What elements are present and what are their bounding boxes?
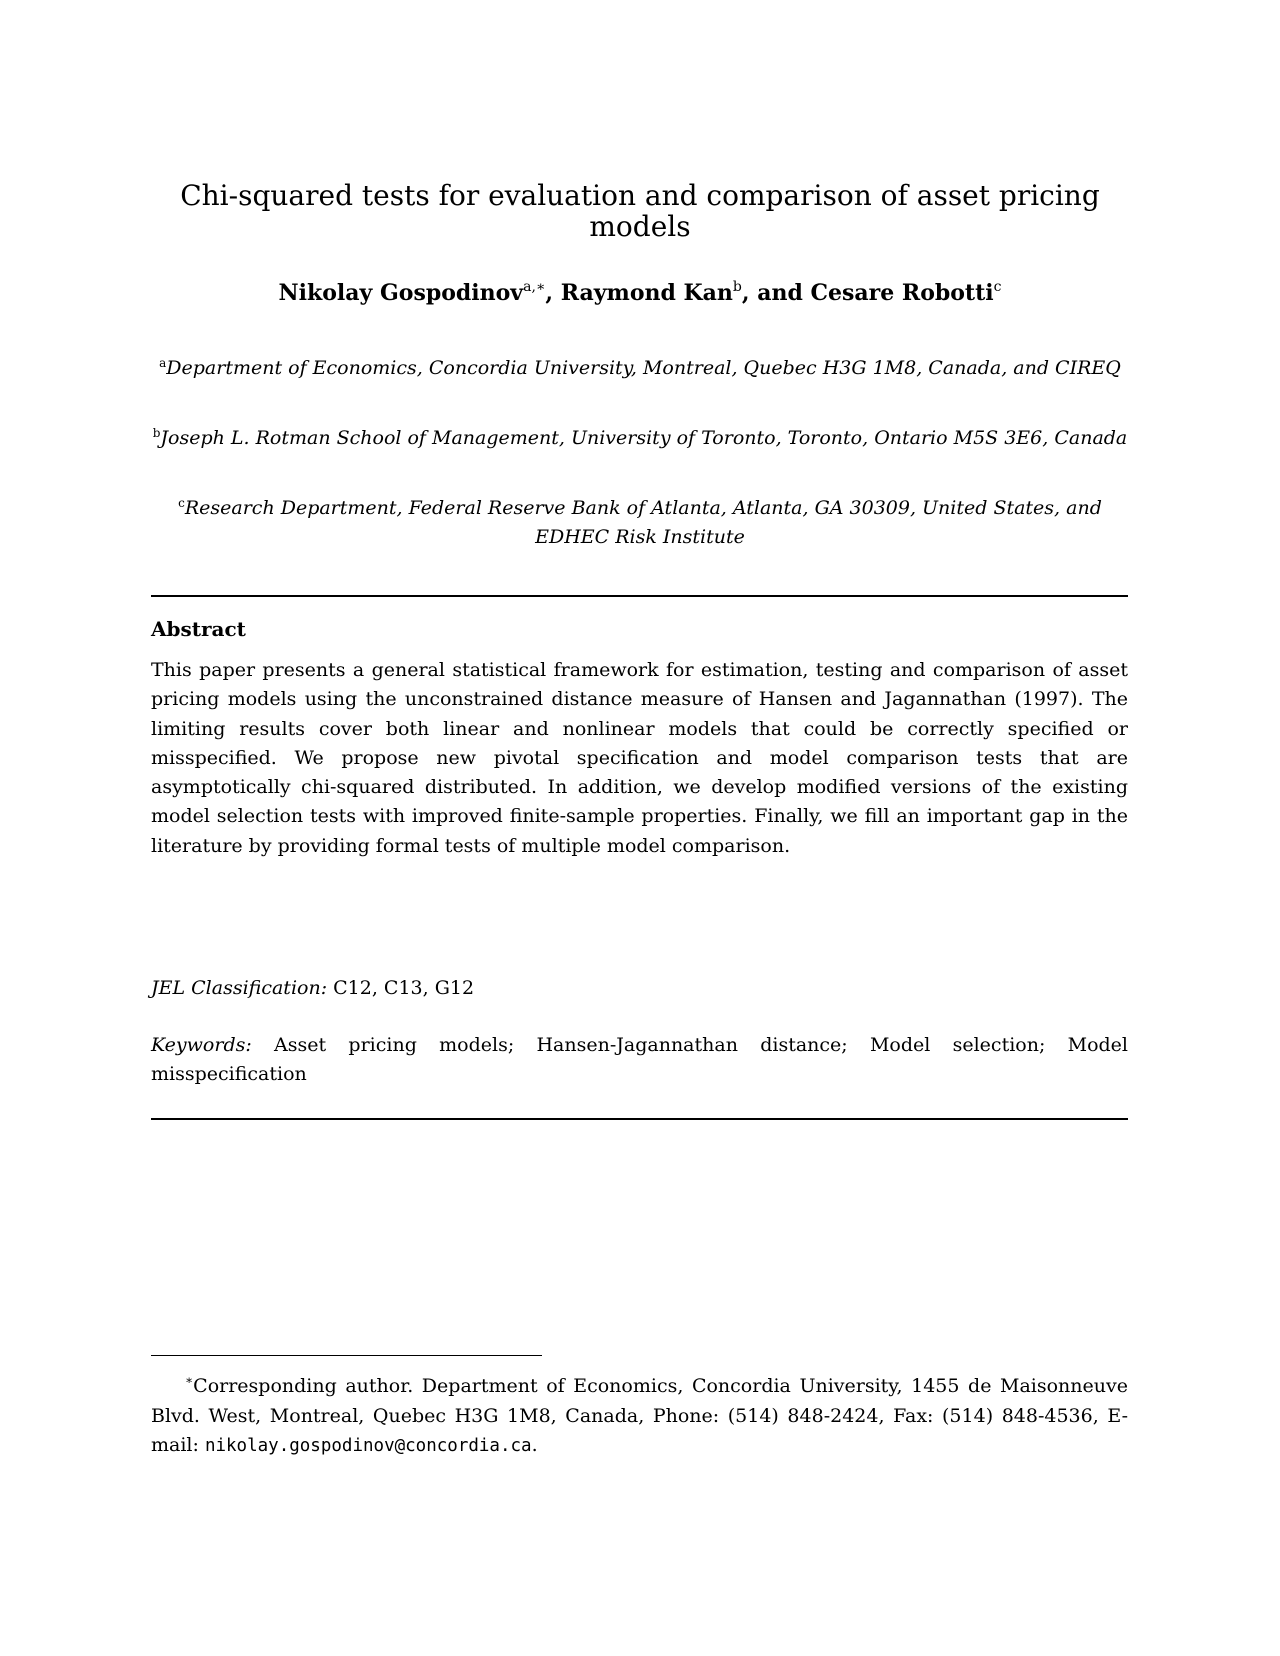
author-separator: , — [545, 280, 561, 306]
keywords — [151, 1031, 1128, 1089]
keywords-label: Keywords: — [151, 1034, 252, 1056]
jel-label: JEL Classification: — [151, 977, 328, 999]
affiliation — [150, 424, 1130, 453]
author-name: Cesare Robotti — [810, 280, 994, 306]
jel-value: C12, C13, G12 — [333, 977, 475, 999]
author-affil-mark: a,∗ — [523, 279, 546, 295]
author-name: Raymond Kan — [560, 280, 733, 306]
affiliation — [150, 354, 1130, 383]
footnote-text: Corresponding author. Department of Economics, Concordia University, 1455 de Maisonneuve Blvd. West, Montreal, Quebec H3G 1M8, Canada, Phone: (514) 848-2424, Fax: (514) 848-4536, E-mail: — [151, 1375, 1128, 1456]
affiliation-text: Research Department, Federal Reserve Bank of Atlanta, Atlanta, GA 30309, United States, and EDHEC Risk Institute — [184, 497, 1102, 548]
affiliation-text: Joseph L. Rotman School of Management, University of Toronto, Toronto, Ontario M5S 3E6, Canada — [160, 427, 1128, 449]
author-separator: , and — [741, 280, 811, 306]
footnote — [151, 1372, 1128, 1462]
paper-title: Chi-squared tests for evaluation and comparison of asset pricing models — [180, 179, 1100, 243]
abstract-body: This paper presents a general statistical framework for estimation, testing and comparison of asset pricing models using the unconstrained distance measure of Hansen and Jagannathan (1997). The limiting results cover both linear and nonlinear models that could be correctly specified or misspecified. We propose new pivotal specification and model comparison tests that are asymptotically chi-squared distributed. In addition, we develop modified versions of the existing model selection tests with improved finite-sample properties. Finally, we fill an important gap in the literature by providing formal tests of multiple model comparison. — [151, 659, 1128, 857]
author-affil-mark: b — [732, 279, 742, 295]
footnote-end: . — [531, 1434, 538, 1456]
affiliation-mark: c — [178, 496, 185, 510]
footnote-email: nikolay.gospodinov@concordia.ca — [204, 1436, 532, 1456]
author-name: Nikolay Gospodinov — [278, 280, 524, 306]
divider-top — [151, 595, 1128, 597]
affiliation — [150, 494, 1130, 552]
keywords-value: Asset pricing models; Hansen-Jagannathan distance; Model selection; Model misspecification — [151, 1034, 1129, 1085]
affiliation-text: Department of Economics, Concordia University, Montreal, Quebec H3G 1M8, Canada, and CIREQ — [166, 357, 1121, 379]
affiliation-mark: b — [152, 426, 161, 440]
abstract-heading: Abstract — [151, 617, 246, 641]
footnote-mark: ∗ — [185, 1373, 194, 1387]
footnote-divider — [151, 1355, 542, 1356]
jel-classification — [151, 974, 474, 1003]
divider-bottom — [151, 1118, 1128, 1120]
affiliation-mark: a — [159, 356, 167, 370]
author-line — [150, 279, 1130, 307]
author-affil-mark: c — [993, 279, 1002, 295]
